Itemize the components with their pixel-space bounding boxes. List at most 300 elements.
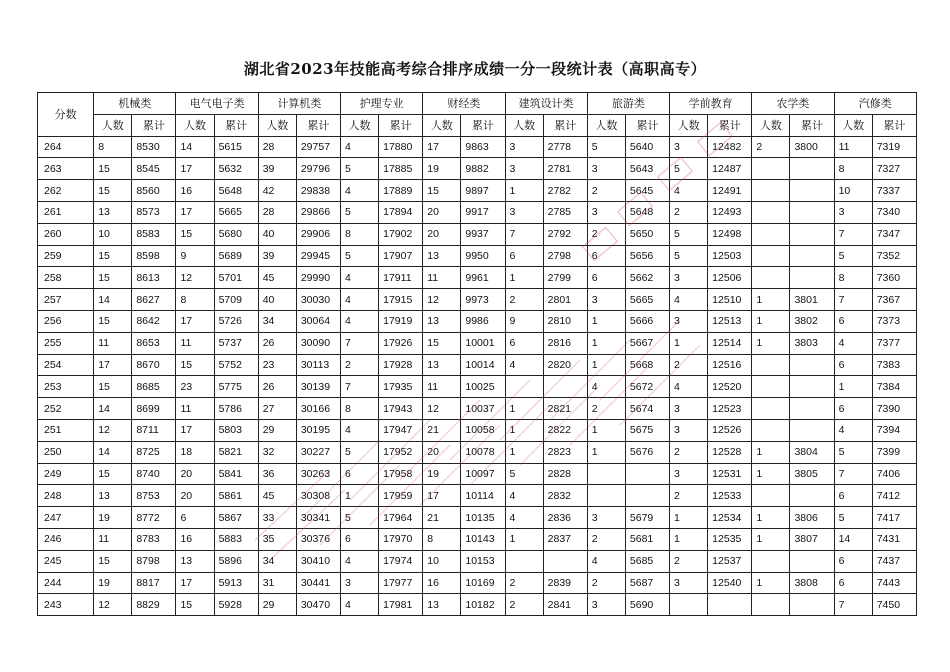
cumulative-cell: 12491 [708,180,752,202]
cumulative-cell: 7384 [872,376,916,398]
cumulative-cell: 2839 [543,572,587,594]
cumulative-cell: 2828 [543,463,587,485]
count-cell: 29 [258,419,296,441]
count-cell: 11 [94,332,132,354]
cumulative-cell: 2801 [543,289,587,311]
cumulative-cell: 5632 [214,158,258,180]
count-cell: 12 [423,289,461,311]
count-cell: 33 [258,507,296,529]
cumulative-subheader: 累计 [379,114,423,136]
count-cell: 3 [505,136,543,158]
cumulative-cell: 7352 [872,245,916,267]
count-cell: 7 [834,223,872,245]
cumulative-cell: 7406 [872,463,916,485]
cumulative-subheader: 累计 [296,114,340,136]
cumulative-cell: 8798 [132,550,176,572]
count-cell: 1 [340,485,378,507]
cumulative-cell: 7347 [872,223,916,245]
cumulative-cell: 10001 [461,332,505,354]
cumulative-cell: 17943 [379,398,423,420]
count-cell: 31 [258,572,296,594]
cumulative-cell: 5665 [625,289,669,311]
count-cell: 15 [94,310,132,332]
cumulative-cell: 9961 [461,267,505,289]
cumulative-cell: 10135 [461,507,505,529]
cumulative-cell: 12523 [708,398,752,420]
cumulative-cell: 12506 [708,267,752,289]
cumulative-cell [790,158,834,180]
score-cell: 243 [38,594,94,616]
cumulative-cell: 10014 [461,354,505,376]
count-cell: 6 [834,572,872,594]
count-subheader: 人数 [176,114,214,136]
count-cell [670,594,708,616]
cumulative-cell: 17926 [379,332,423,354]
cumulative-cell: 5821 [214,441,258,463]
cumulative-cell [790,267,834,289]
table-row [38,354,917,376]
score-cell: 250 [38,441,94,463]
count-cell: 15 [94,550,132,572]
score-cell: 261 [38,201,94,223]
table-row [38,376,917,398]
table-row [38,245,917,267]
count-cell: 2 [670,201,708,223]
count-cell: 5 [340,507,378,529]
cumulative-cell: 30195 [296,419,340,441]
count-cell: 17 [176,158,214,180]
count-cell [752,550,790,572]
count-cell: 5 [340,245,378,267]
count-cell: 19 [94,507,132,529]
cumulative-cell: 17977 [379,572,423,594]
cumulative-subheader: 累计 [790,114,834,136]
cumulative-cell: 17889 [379,180,423,202]
cumulative-cell: 8753 [132,485,176,507]
count-cell: 14 [94,289,132,311]
count-cell: 1 [752,528,790,550]
count-cell: 3 [587,158,625,180]
count-cell: 3 [834,201,872,223]
count-cell: 2 [340,354,378,376]
category-header: 学前教育 [670,93,752,115]
cumulative-cell [790,376,834,398]
count-cell: 2 [587,223,625,245]
cumulative-cell: 5648 [625,201,669,223]
count-cell: 9 [176,245,214,267]
count-cell: 2 [587,398,625,420]
cumulative-cell [790,245,834,267]
cumulative-cell: 8685 [132,376,176,398]
cumulative-cell: 7431 [872,528,916,550]
category-header: 农学类 [752,93,834,115]
score-cell: 255 [38,332,94,354]
table-row [38,158,917,180]
count-cell: 13 [423,245,461,267]
cumulative-cell: 3801 [790,289,834,311]
cumulative-cell: 7367 [872,289,916,311]
count-cell: 4 [340,310,378,332]
count-cell: 29 [258,594,296,616]
table-row [38,180,917,202]
cumulative-cell [790,354,834,376]
cumulative-cell: 7319 [872,136,916,158]
page-title: 湖北省2023年技能高考综合排序成绩一分一段统计表（高职高专） [243,60,707,78]
count-cell: 5 [340,158,378,180]
cumulative-cell: 10143 [461,528,505,550]
count-cell: 7 [340,332,378,354]
count-subheader: 人数 [670,114,708,136]
cumulative-cell [790,550,834,572]
count-cell: 8 [340,398,378,420]
cumulative-cell: 17894 [379,201,423,223]
count-cell: 3 [587,289,625,311]
cumulative-cell: 10114 [461,485,505,507]
category-header: 旅游类 [587,93,669,115]
cumulative-cell: 17915 [379,289,423,311]
cumulative-cell: 30064 [296,310,340,332]
cumulative-cell: 7327 [872,158,916,180]
cumulative-cell: 29796 [296,158,340,180]
count-cell: 3 [670,398,708,420]
count-cell: 1 [505,267,543,289]
cumulative-cell: 5803 [214,419,258,441]
count-cell: 45 [258,485,296,507]
cumulative-cell: 5896 [214,550,258,572]
cumulative-cell: 30410 [296,550,340,572]
count-cell: 1 [752,310,790,332]
count-cell: 18 [176,441,214,463]
score-table [37,92,917,616]
category-header: 电气电子类 [176,93,258,115]
count-cell: 1 [505,419,543,441]
cumulative-cell: 9950 [461,245,505,267]
cumulative-cell: 8783 [132,528,176,550]
score-cell: 245 [38,550,94,572]
count-cell: 6 [505,332,543,354]
count-cell: 1 [752,572,790,594]
cumulative-cell: 5676 [625,441,669,463]
count-cell: 1 [752,463,790,485]
count-cell: 13 [94,485,132,507]
count-cell: 11 [176,332,214,354]
count-cell: 3 [670,136,708,158]
cumulative-cell: 30166 [296,398,340,420]
count-subheader: 人数 [587,114,625,136]
cumulative-cell: 30030 [296,289,340,311]
table-row [38,485,917,507]
score-cell: 252 [38,398,94,420]
cumulative-cell: 8829 [132,594,176,616]
cumulative-cell [625,485,669,507]
count-cell: 5 [834,441,872,463]
cumulative-subheader: 累计 [708,114,752,136]
count-cell: 5 [340,201,378,223]
count-subheader: 人数 [505,114,543,136]
cumulative-cell: 5775 [214,376,258,398]
count-cell: 17 [423,136,461,158]
count-cell: 15 [176,354,214,376]
count-cell: 2 [505,594,543,616]
count-cell: 19 [423,463,461,485]
count-cell: 6 [587,267,625,289]
cumulative-cell: 8560 [132,180,176,202]
cumulative-cell: 5668 [625,354,669,376]
count-cell: 6 [176,507,214,529]
cumulative-cell: 7437 [872,550,916,572]
cumulative-cell: 8573 [132,201,176,223]
score-cell: 254 [38,354,94,376]
score-cell: 256 [38,310,94,332]
count-cell: 4 [340,289,378,311]
cumulative-cell: 2785 [543,201,587,223]
cumulative-cell: 8627 [132,289,176,311]
table-row [38,223,917,245]
count-cell: 4 [587,550,625,572]
cumulative-cell: 5867 [214,507,258,529]
cumulative-cell [543,550,587,572]
cumulative-cell: 5662 [625,267,669,289]
cumulative-cell: 2820 [543,354,587,376]
table-row [38,332,917,354]
cumulative-cell: 5752 [214,354,258,376]
cumulative-cell: 30341 [296,507,340,529]
count-cell: 17 [94,354,132,376]
cumulative-cell: 17928 [379,354,423,376]
cumulative-cell: 5615 [214,136,258,158]
cumulative-cell: 12503 [708,245,752,267]
cumulative-subheader: 累计 [625,114,669,136]
score-cell: 246 [38,528,94,550]
count-cell: 13 [423,310,461,332]
cumulative-cell: 12535 [708,528,752,550]
count-cell: 1 [587,354,625,376]
count-cell: 2 [587,572,625,594]
count-cell: 1 [505,528,543,550]
cumulative-cell: 3803 [790,332,834,354]
cumulative-cell: 2832 [543,485,587,507]
count-cell: 1 [752,289,790,311]
count-cell: 3 [587,507,625,529]
count-cell: 5 [670,223,708,245]
count-cell: 3 [587,201,625,223]
count-cell [752,594,790,616]
count-subheader: 人数 [340,114,378,136]
cumulative-cell: 7373 [872,310,916,332]
score-cell: 249 [38,463,94,485]
cumulative-cell: 3806 [790,507,834,529]
count-cell: 21 [423,507,461,529]
count-cell: 9 [505,310,543,332]
cumulative-cell [790,180,834,202]
cumulative-cell: 17935 [379,376,423,398]
count-cell: 1 [505,441,543,463]
count-cell: 26 [258,332,296,354]
count-cell: 7 [834,289,872,311]
cumulative-cell: 10058 [461,419,505,441]
count-cell: 14 [94,398,132,420]
count-subheader: 人数 [834,114,872,136]
count-cell: 13 [423,594,461,616]
count-cell: 4 [834,419,872,441]
count-cell: 19 [94,572,132,594]
cumulative-cell: 8772 [132,507,176,529]
cumulative-cell: 8740 [132,463,176,485]
count-cell: 3 [505,201,543,223]
cumulative-cell: 5786 [214,398,258,420]
table-row [38,310,917,332]
cumulative-cell: 5674 [625,398,669,420]
count-cell [752,354,790,376]
cumulative-cell: 17970 [379,528,423,550]
count-cell: 6 [505,245,543,267]
count-cell: 1 [834,376,872,398]
count-cell: 6 [834,354,872,376]
cumulative-cell [790,485,834,507]
count-cell [752,180,790,202]
score-cell: 251 [38,419,94,441]
count-cell: 13 [176,550,214,572]
cumulative-cell: 10037 [461,398,505,420]
count-cell: 5 [505,463,543,485]
cumulative-cell: 2798 [543,245,587,267]
count-cell: 4 [340,180,378,202]
count-cell [752,485,790,507]
count-cell: 2 [505,572,543,594]
count-cell: 1 [752,507,790,529]
cumulative-cell: 5685 [625,550,669,572]
cumulative-cell: 2837 [543,528,587,550]
cumulative-cell [543,376,587,398]
cumulative-cell: 12520 [708,376,752,398]
count-cell: 5 [670,245,708,267]
cumulative-cell: 17952 [379,441,423,463]
count-cell: 7 [340,376,378,398]
count-cell: 1 [752,332,790,354]
cumulative-cell: 8653 [132,332,176,354]
count-cell: 4 [670,289,708,311]
count-cell: 6 [340,463,378,485]
count-subheader: 人数 [258,114,296,136]
count-cell: 8 [94,136,132,158]
count-cell: 2 [670,441,708,463]
count-cell: 15 [94,158,132,180]
count-cell: 20 [176,463,214,485]
cumulative-cell: 2836 [543,507,587,529]
cumulative-cell: 12531 [708,463,752,485]
count-cell: 3 [670,267,708,289]
count-cell: 4 [505,354,543,376]
cumulative-cell: 30227 [296,441,340,463]
cumulative-cell: 7383 [872,354,916,376]
cumulative-cell: 29838 [296,180,340,202]
cumulative-cell: 12533 [708,485,752,507]
count-cell: 10 [94,223,132,245]
cumulative-cell: 12537 [708,550,752,572]
count-cell: 1 [505,180,543,202]
count-cell: 15 [423,332,461,354]
count-cell [752,158,790,180]
cumulative-cell: 7443 [872,572,916,594]
cumulative-cell: 9986 [461,310,505,332]
table-row [38,136,917,158]
cumulative-cell: 5679 [625,507,669,529]
count-cell: 15 [94,180,132,202]
cumulative-cell: 3808 [790,572,834,594]
score-cell: 244 [38,572,94,594]
table-row [38,572,917,594]
count-cell: 16 [176,180,214,202]
cumulative-cell: 12513 [708,310,752,332]
cumulative-cell: 29866 [296,201,340,223]
category-header: 机械类 [94,93,176,115]
cumulative-subheader: 累计 [461,114,505,136]
count-cell: 12 [176,267,214,289]
table-row [38,463,917,485]
cumulative-cell: 12482 [708,136,752,158]
category-header: 计算机类 [258,93,340,115]
cumulative-cell: 29906 [296,223,340,245]
count-cell: 12 [94,594,132,616]
cumulative-cell: 8670 [132,354,176,376]
cumulative-cell: 9897 [461,180,505,202]
cumulative-cell [708,594,752,616]
count-cell: 40 [258,289,296,311]
count-cell: 20 [176,485,214,507]
cumulative-cell: 8545 [132,158,176,180]
cumulative-cell: 30263 [296,463,340,485]
count-cell: 10 [834,180,872,202]
count-cell: 6 [834,485,872,507]
count-cell: 34 [258,550,296,572]
cumulative-cell: 12487 [708,158,752,180]
count-cell: 12 [94,419,132,441]
score-cell: 259 [38,245,94,267]
count-cell: 6 [834,398,872,420]
count-cell: 16 [423,572,461,594]
cumulative-cell: 17919 [379,310,423,332]
cumulative-cell: 7337 [872,180,916,202]
score-cell: 260 [38,223,94,245]
cumulative-cell: 5701 [214,267,258,289]
cumulative-cell: 30113 [296,354,340,376]
count-cell: 14 [176,136,214,158]
count-cell: 12 [423,398,461,420]
cumulative-cell: 5645 [625,180,669,202]
cumulative-cell: 29990 [296,267,340,289]
cumulative-cell: 7340 [872,201,916,223]
count-cell: 17 [176,201,214,223]
count-cell: 3 [670,419,708,441]
count-cell: 1 [587,441,625,463]
cumulative-cell: 5928 [214,594,258,616]
count-cell: 34 [258,310,296,332]
cumulative-cell: 8817 [132,572,176,594]
cumulative-cell: 7377 [872,332,916,354]
count-cell: 1 [505,398,543,420]
score-cell: 247 [38,507,94,529]
count-cell [752,245,790,267]
count-cell: 2 [670,550,708,572]
count-cell: 20 [423,223,461,245]
count-cell: 28 [258,136,296,158]
count-cell: 39 [258,245,296,267]
cumulative-cell: 12540 [708,572,752,594]
cumulative-cell: 9917 [461,201,505,223]
count-cell: 15 [176,223,214,245]
cumulative-cell: 30470 [296,594,340,616]
count-cell: 11 [423,267,461,289]
